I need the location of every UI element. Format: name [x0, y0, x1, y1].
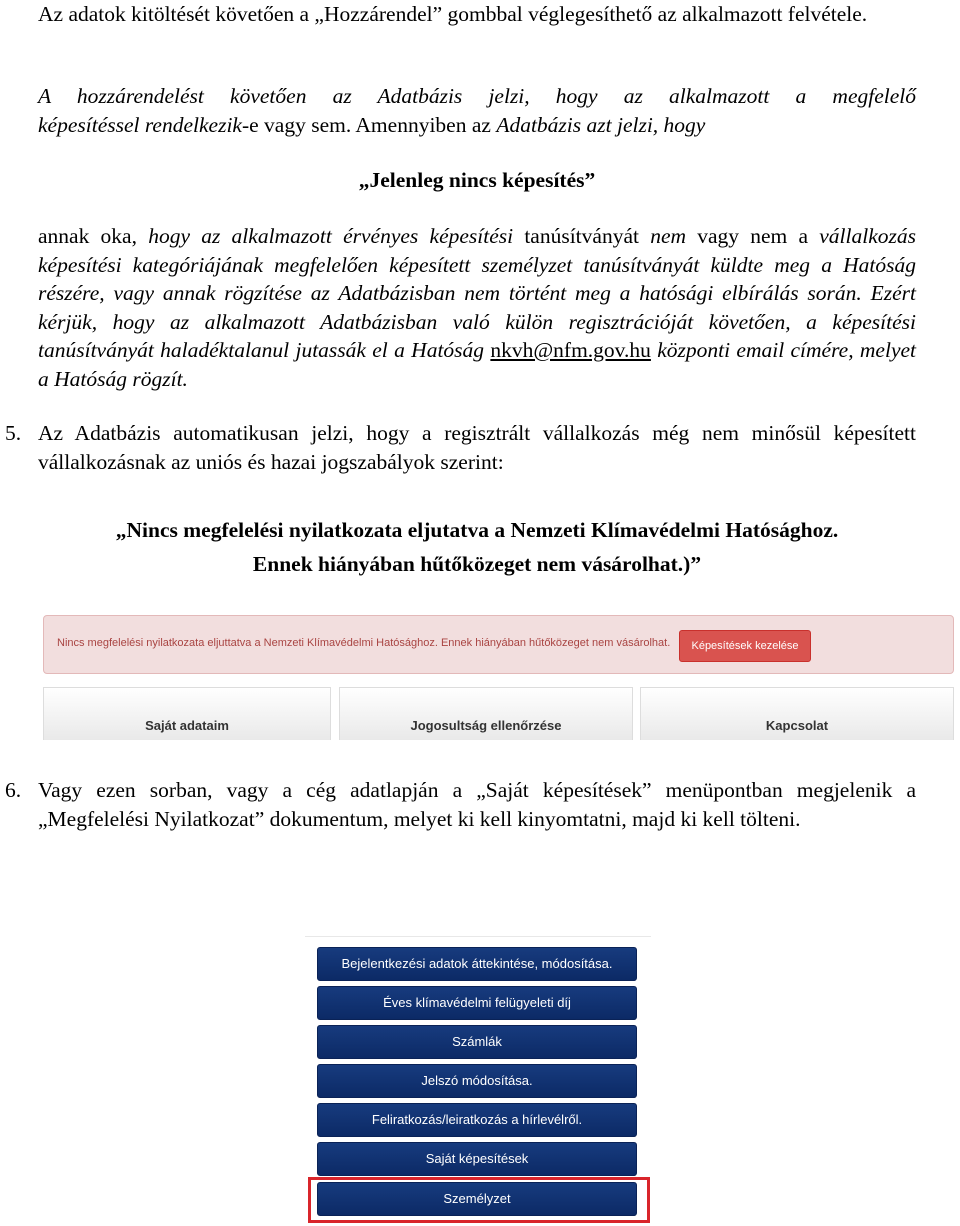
menu-own-qualifications-button[interactable]: Saját képesítések	[317, 1142, 637, 1176]
manage-qualifications-button[interactable]: Képesítések kezelése	[679, 630, 811, 662]
menu-invoices-button[interactable]: Számlák	[317, 1025, 637, 1059]
tab-own-data[interactable]: Saját adataim	[43, 687, 331, 740]
menu-staff-button[interactable]: Személyzet	[317, 1182, 637, 1216]
status-heading-line1: „Nincs megfelelési nyilatkozata eljutatva a Nemzeti Klímavédelmi Hatósághoz.	[115, 518, 839, 542]
list-item-6	[5, 776, 916, 833]
screenshot-menu	[305, 936, 651, 1226]
paragraph-database-check-line1: A hozzárendelést követően az Adatbázis jelzi, hogy az alkalmazott a megfelelő	[38, 84, 916, 108]
menu-password-button[interactable]: Jelszó módosítása.	[317, 1064, 637, 1098]
alert-banner	[43, 615, 954, 674]
list-item-5	[5, 419, 916, 476]
menu-login-data-button[interactable]: Bejelentkezési adatok áttekintése, módosítása.	[317, 947, 637, 981]
status-heading-no-qualification: „Jelenleg nincs képesítés”	[358, 168, 596, 192]
status-heading-line2: Ennek hiányában hűtőközeget nem vásárolhat.)”	[252, 552, 702, 576]
tab-bar	[43, 687, 954, 740]
list-number: 6.	[5, 778, 22, 802]
list-item-text: Az Adatbázis automatikusan jelzi, hogy a regisztrált vállalkozás még nem minősül képesített vállalkozásnak az uniós és hazai jogszabályok szerint:	[38, 421, 916, 474]
menu-annual-fee-button[interactable]: Éves klímavédelmi felügyeleti díj	[317, 986, 637, 1020]
alert-message: Nincs megfelelési nyilatkozata eljuttatva a Nemzeti Klímavédelmi Hatósághoz. Ennek hiányában hűtőközeget nem vásárolhat.	[57, 637, 671, 649]
paragraph-database-check	[38, 82, 916, 139]
list-item-text: Vagy ezen sorban, vagy a cég adatlapján a „Saját képesítések” menüpontban megjelenik a „Megfelelési Nyilatkozat” dokumentum, melyet ki kell kinyomtatni, majd ki kell tölteni.	[38, 778, 916, 831]
screenshot-alert-tabs	[43, 615, 954, 740]
paragraph-assign-info: Az adatok kitöltését követően a „Hozzárendel” gombbal véglegesíthető az alkalmazott felvétele.	[38, 2, 868, 26]
status-heading-no-declaration	[38, 513, 916, 581]
list-number: 5.	[5, 421, 22, 445]
tab-permission-check[interactable]: Jogosultság ellenőrzése	[339, 687, 633, 740]
menu-newsletter-button[interactable]: Feliratkozás/leiratkozás a hírlevélről.	[317, 1103, 637, 1137]
paragraph-database-check-line2: képesítéssel rendelkezik-e vagy sem. Amennyiben az Adatbázis azt jelzi, hogy	[38, 112, 706, 137]
paragraph-reason: annak oka, hogy az alkalmazott érvényes képesítési tanúsítványát nem vagy nem a vállalkozás képesítési kategóriájának megfelelően képesített személyzet tanúsítványát küldte meg a Hatóság részére, vagy annak rögzítése az Adatbázisban nem történt meg a hatósági elbírálás során. Ezért kérjük, hogy az alkalmazott Adatbázisban való külön regisztrációját követően, a képesítési tanúsítványát haladéktalanul jutassák el a Hatóság nkvh@nfm.gov.hu központi email címére, melyet a Hatóság rögzít.	[38, 224, 917, 391]
tab-contact[interactable]: Kapcsolat	[640, 687, 954, 740]
email-link[interactable]: nkvh@nfm.gov.hu	[490, 338, 651, 362]
highlight-frame	[308, 1177, 650, 1223]
